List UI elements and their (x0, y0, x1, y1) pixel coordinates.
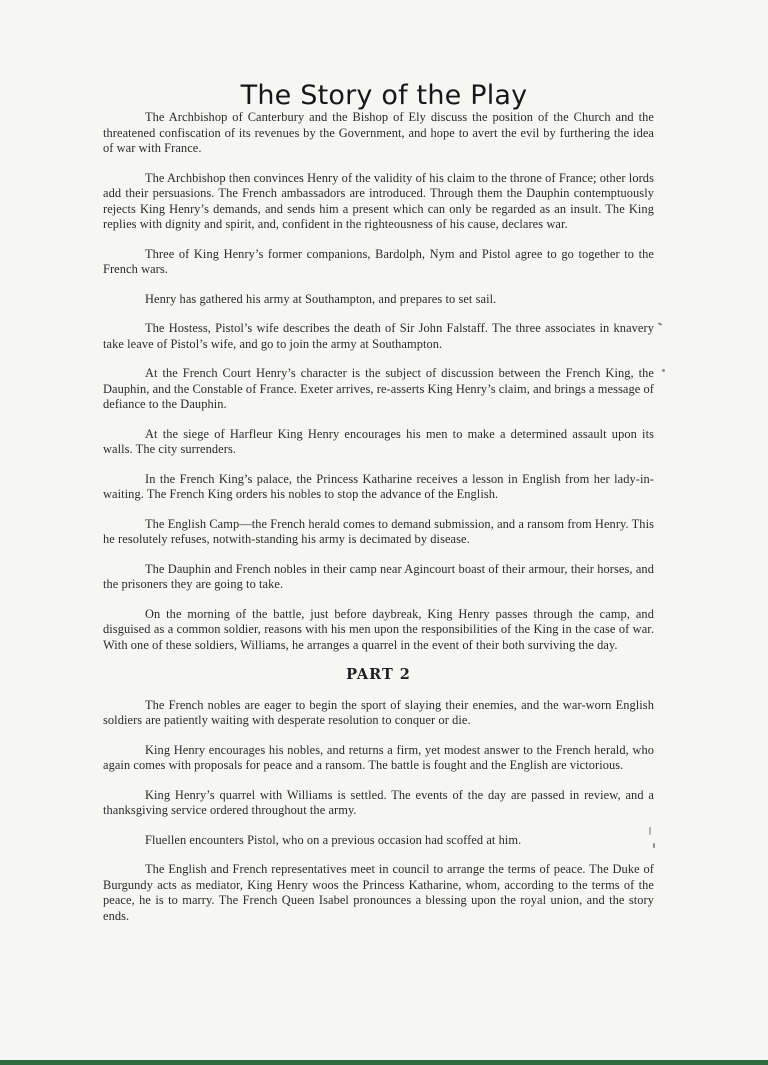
story-text (103, 110, 654, 924)
story-paragraph-1: The Archbishop of Canterbury and the Bishop of Ely discuss the position of the Church and the threatened confiscation of its revenues by the Government, and hope to avert the evil by furthering the idea of war with France. (103, 110, 654, 155)
story-paragraph-4: Henry has gathered his army at Southampton, and prepares to set sail. (145, 291, 497, 306)
story-paragraph-10: The Dauphin and French nobles in their camp near Agincourt boast of their armour, their horses, and the prisoners they are going to take. (103, 561, 654, 591)
story-paragraph-3: Three of King Henry’s former companions, Bardolph, Nym and Pistol agree to go together to the French wars. (103, 246, 654, 276)
part-2-paragraph-2: King Henry encourages his nobles, and returns a firm, yet modest answer to the French herald, who again comes with proposals for peace and a ransom. The battle is fought and the English are victorious. (103, 742, 654, 772)
part-2-paragraph-1: The French nobles are eager to begin the sport of slaying their enemies, and the war-worn English soldiers are patiently waiting with desperate resolution to conquer or die. (103, 697, 654, 727)
story-paragraph-6: At the French Court Henry’s character is the subject of discussion between the French King, the Dauphin, and the Constable of France. Exeter arrives, re-asserts King Henry’s claim, and brings a message of defiance to the Dauphin. (103, 366, 654, 411)
story-paragraph-9: The English Camp—the French herald comes to demand submission, and a ransom from Henry. This he resolutely refuses, notwith-standing his army is decimated by disease. (103, 516, 654, 546)
part-2-paragraph-4: Fluellen encounters Pistol, who on a previous occasion had scoffed at him. (145, 832, 522, 847)
part-2-paragraph-5: The English and French representatives meet in council to arrange the terms of peace. The Duke of Burgundy acts as mediator, King Henry woos the Princess Katharine, whom, according to the terms of the peace, he is to marry. The French Queen Isabel pronounces a blessing upon the royal union, and the story ends. (103, 862, 654, 923)
part-2-paragraph-3: King Henry’s quarrel with Williams is settled. The events of the day are passed in review, and a thanksgiving service ordered throughout the army. (103, 787, 654, 817)
story-paragraph-11: On the morning of the battle, just before daybreak, King Henry passes through the camp, and disguised as a common soldier, reasons with his men upon the responsibilities of the King in the case of war. With one of these soldiers, Williams, he arranges a quarrel in the event of their both surviving the day. (103, 606, 654, 652)
story-paragraph-8: In the French King’s palace, the Princess Katharine receives a lesson in English from her lady-in-waiting. The French King orders his nobles to stop the advance of the English. (103, 471, 654, 501)
page-title: The Story of the Play (240, 80, 528, 112)
part-2-heading: PART 2 (346, 666, 411, 683)
story-paragraph-7: At the siege of Harfleur King Henry encourages his men to make a determined assault upon its walls. The city surrenders. (103, 426, 654, 456)
scan-speck-3 (653, 843, 655, 848)
scan-speck-4 (649, 827, 651, 835)
story-paragraph-2: The Archbishop then convinces Henry of the validity of his claim to the throne of France; other lords add their persuasions. The French ambassadors are introduced. Through them the Dauphin contemptuously rejects King Henry’s demands, and sends him a present which can only be regarded as an insult. The King replies with dignity and spirit, and, confident in the righteousness of his cause, declares war. (103, 170, 654, 231)
scan-speck-2 (662, 369, 665, 372)
story-paragraph-5: The Hostess, Pistol’s wife describes the death of Sir John Falstaff. The three associates in knavery take leave of Pistol’s wife, and go to join the army at Southampton. (103, 321, 654, 351)
scan-speck-1 (658, 322, 662, 326)
